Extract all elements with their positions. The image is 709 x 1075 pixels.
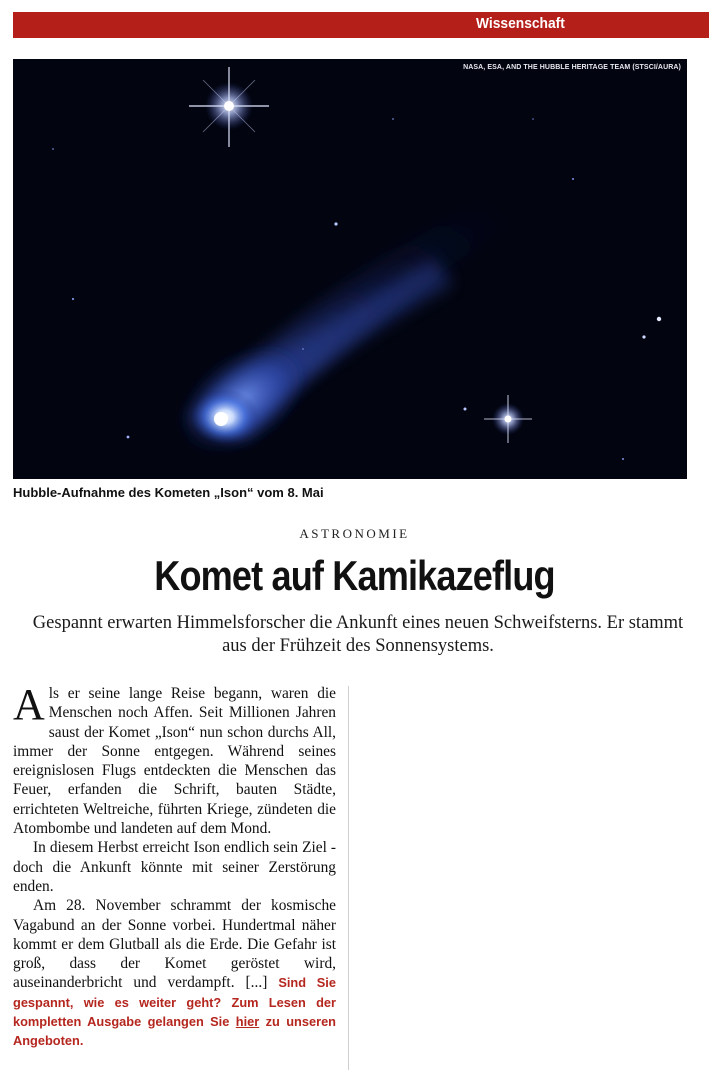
photo-caption: Hubble-Aufnahme des Kometen „Ison“ vom 8. Mai [13, 485, 324, 500]
paragraph-1 [13, 680, 336, 838]
teaser-text-end: zu unseren Angeboten. [13, 1014, 337, 1049]
section-label: Wissenschaft [476, 15, 566, 32]
paragraph-1-text: ls er seine lange Reise begann, waren die Menschen noch Affen. Seit Millionen Jahren saust der Komet „Ison“ nun schon durchs All, immer der Sonne entgegen. Während seines ereignislosen Flugs entdeckten die Menschen das Feuer, erfanden die Schrift, bauten Städte, errichteten Weltreiche, führten Kriege, zündeten die Atombombe und landeten auf dem Mond. [13, 685, 336, 838]
comet-image [13, 59, 687, 479]
comet-photo [13, 59, 687, 479]
section-bar [13, 12, 709, 38]
paragraph-2: In diesem Herbst erreicht Ison endlich sein Ziel - doch die Ankunft könnte mit seiner Zerstörung enden. [13, 839, 336, 895]
dropcap: A [13, 680, 45, 729]
paragraph-3-text: Am 28. November schrammt der kosmische Vagabund an der Sonne vorbei. Hundertmal näher kommt er dem Glutball als die Erde. Die Gefahr ist groß, dass der Komet geröstet wird, auseinanderbricht und verdampft. [...] [13, 897, 336, 992]
kicker: ASTRONOMIE [299, 526, 410, 541]
offers-link[interactable]: hier [235, 1014, 260, 1030]
column-divider [348, 686, 349, 1070]
article-body [13, 680, 337, 1051]
photo-credit: NASA, ESA, AND THE HUBBLE HERITAGE TEAM (STSCI/AURA) [463, 64, 681, 71]
paragraph-3 [13, 896, 336, 1050]
teaser-text: Sind Sie gespannt, wie es weiter geht? Zum Lesen der kompletten Ausgabe gelangen Sie [13, 975, 336, 1030]
deck: Gespannt erwarten Himmelsforscher die Ankunft eines neuen Schweifsterns. Er stammt aus der Frühzeit des Sonnensystems. [32, 613, 684, 656]
headline: Komet auf Kamikazeflug [154, 552, 555, 599]
